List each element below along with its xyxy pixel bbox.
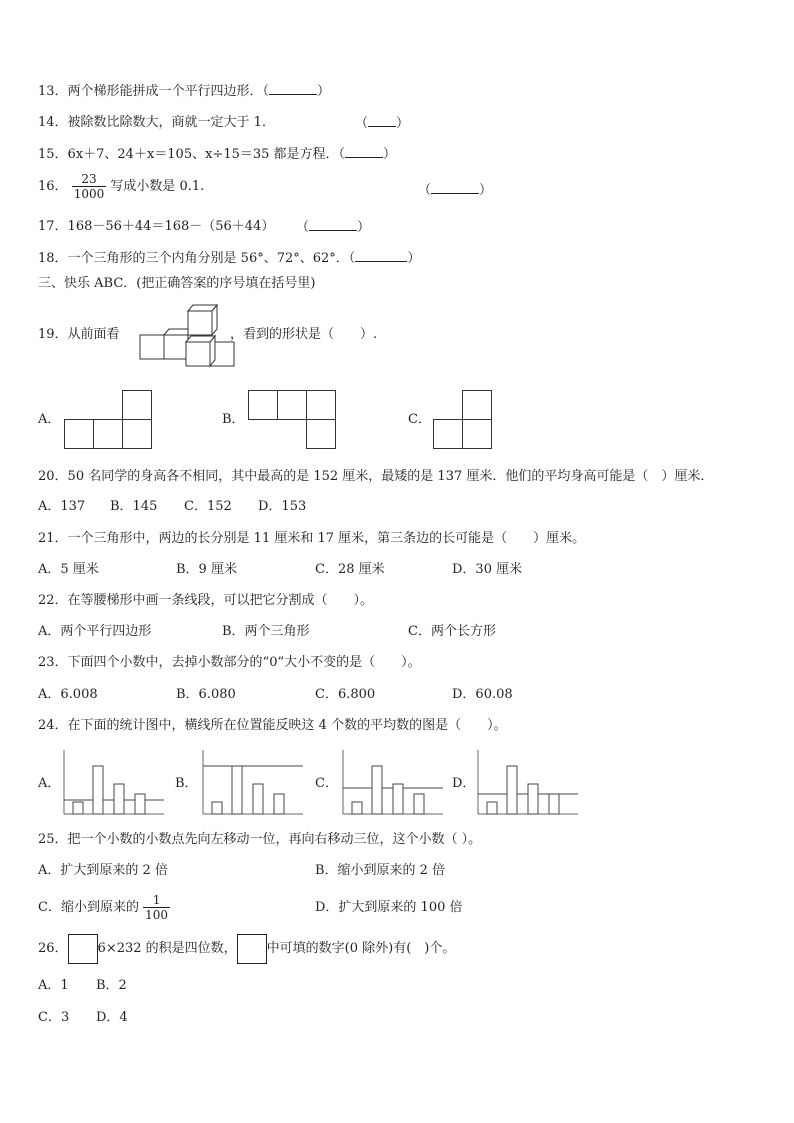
question-18: 18．一个三角形的三个内角分别是 56°、72°、62°．（ ） [38,251,421,266]
q24-option-a-chart [62,750,166,816]
q24-option-c-chart [341,750,445,816]
fraction-23-1000: $\frac{23}{1000}$ [73,172,105,201]
q23-option-d[interactable]: D．60.08 [452,687,513,702]
q19-option-a-label[interactable]: A． [38,412,61,427]
q24-option-b-label[interactable]: B． [175,776,198,791]
question-20: 20．50 名同学的身高各不相同，其中最高的是 152 厘米，最矮的是 137 厘米．他们的平均身高可能是（ ）厘米． [38,469,714,484]
digit-box-2[interactable] [237,934,267,964]
question-17-text: 17．168－56＋44＝168－（56＋44） [38,219,275,234]
q25-option-c[interactable]: C．缩小到原来的 $\frac{1}{100}$ [38,893,168,922]
q23-option-c[interactable]: C．6.800 [315,687,376,702]
digit-box-1[interactable] [68,934,98,964]
answer-slot-17: （ ） [296,220,371,235]
q19-option-c-figure [433,389,495,449]
question-24: 24．在下面的统计图中，横线所在位置能反映这 4 个数的平均数的图是（ ）。 [38,718,507,733]
fraction-1-100: $\frac{1}{100}$ [145,893,168,922]
question-19-suffix: ，看到的形状是（ ）. [230,327,378,342]
q21-option-a[interactable]: A．5 厘米 [38,562,99,577]
q19-option-b-figure [248,389,338,449]
q20-option-c[interactable]: C．152 [184,499,232,514]
q26-option-a[interactable]: A．1 [38,978,69,993]
answer-blank-13[interactable] [269,82,317,95]
question-21: 21．一个三角形中，两边的长分别是 11 厘米和 17 厘米，第三条边的长可能是（ ）厘米。 [38,531,586,546]
q20-option-d[interactable]: D．153 [258,499,307,514]
question-22: 22．在等腰梯形中画一条线段，可以把它分割成（ ）。 [38,593,374,608]
q19-option-a-figure [64,389,154,449]
q21-option-d[interactable]: D．30 厘米 [452,562,523,577]
q24-option-d-chart [476,750,580,816]
question-15-text: 15．6x＋7、24＋x＝105、x÷15＝35 都是方程．（ [38,147,346,162]
answer-blank-16[interactable] [431,181,479,194]
q21-option-b[interactable]: B．9 厘米 [176,562,237,577]
q22-option-b[interactable]: B．两个三角形 [222,624,310,639]
question-18-text: 18．一个三角形的三个内角分别是 56°、72°、62°．（ [38,251,356,266]
question-13-text: 13．两个梯形能拼成一个平行四边形．（ [38,84,270,99]
question-17 [38,218,274,236]
q24-option-b-chart [201,750,305,816]
q19-option-c-label[interactable]: C． [408,412,431,427]
q20-option-b[interactable]: B．145 [110,499,158,514]
question-15: 15．6x＋7、24＋x＝105、x÷15＝35 都是方程．（ ） [38,147,397,162]
q26-option-c[interactable]: C．3 [38,1010,70,1025]
q24-option-d-label[interactable]: D． [452,776,476,791]
q24-option-a-label[interactable]: A． [38,776,61,791]
q19-cube-stack-figure [139,302,239,370]
question-13: 13．两个梯形能拼成一个平行四边形．（ ） [38,84,331,99]
answer-blank-17[interactable] [309,218,357,231]
q24-option-c-label[interactable]: C． [315,776,338,791]
question-23: 23．下面四个小数中，去掉小数部分的“0”大小不变的是（ ）。 [38,655,421,670]
section-3-heading: 三、快乐 ABC．(把正确答案的序号填在括号里) [38,276,316,291]
question-25: 25．把一个小数的小数点先向左移动一位，再向右移动三位，这个小数（ ）。 [38,832,482,847]
answer-blank-18[interactable] [355,249,407,262]
q25-option-b[interactable]: B．缩小到原来的 2 倍 [315,863,446,878]
question-26: 26． 6×232 的积是四位数， 中可填的数字(0 除外)有( )个。 [38,933,455,965]
q21-option-c[interactable]: C．28 厘米 [315,562,385,577]
answer-slot-16: （ ） [418,183,493,198]
answer-blank-14[interactable] [368,114,396,127]
q22-option-a[interactable]: A．两个平行四边形 [38,624,152,639]
question-14-text: 14．被除数比除数大，商就一定大于 1． [38,115,275,130]
question-19-prefix: 19．从前面看 [38,327,120,342]
q23-option-a[interactable]: A．6.008 [38,687,98,702]
q19-option-b-label[interactable]: B． [222,412,245,427]
question-14 [38,114,275,132]
q22-option-c[interactable]: C．两个长方形 [408,624,496,639]
q25-option-d[interactable]: D．扩大到原来的 100 倍 [315,900,463,915]
q25-option-a[interactable]: A．扩大到原来的 2 倍 [38,863,168,878]
q23-option-b[interactable]: B．6.080 [176,687,236,702]
question-16: 16． $\frac{23}{1000}$ 写成小数是 0.1. [38,172,205,201]
answer-slot-14: （ ） [355,116,410,131]
q26-option-b[interactable]: B．2 [96,978,127,993]
q20-option-a[interactable]: A．137 [38,499,86,514]
q26-option-d[interactable]: D．4 [96,1010,128,1025]
answer-blank-15[interactable] [345,145,383,158]
